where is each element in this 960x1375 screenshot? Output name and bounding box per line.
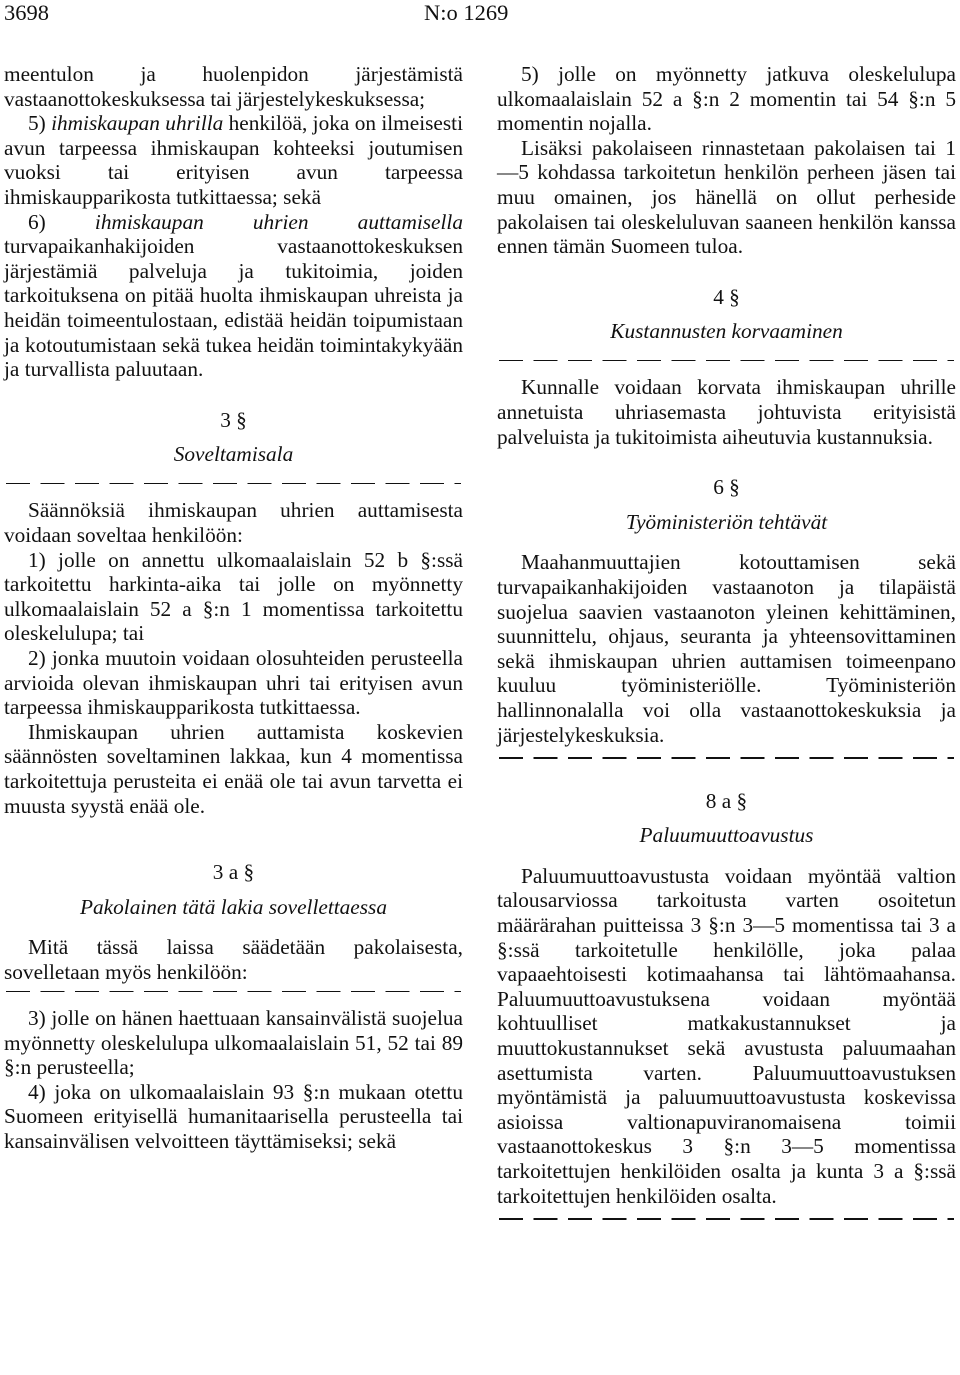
defined-term: ihmiskaupan uhrilla — [51, 111, 224, 136]
paragraph: Kunnalle voidaan korvata ihmiskaupan uhrille annetuista uhriasemasta johtuvista erityisistä palveluista ja tukitoimista aiheutuvia kustannuksia. — [497, 375, 956, 449]
section-title: Soveltamisala — [173, 442, 294, 467]
paragraph: 5) jolle on myönnetty jatkuva oleskelulupa ulkomaalaislain 52 a §:n 2 momentin tai 54 §:n 5 momentin nojalla. — [497, 62, 956, 136]
section-number: 6 § — [713, 475, 740, 500]
section-title: Työministeriön tehtävät — [625, 509, 828, 534]
section-number: 3 a § — [212, 860, 255, 885]
omission-line — [499, 1218, 954, 1220]
paragraph: 3) jolle on hänen haettuaan kansainvälistä suojelua myönnetty oleskelulupa ulkomaalaislain 51, 52 tai 89 §:n perusteella; — [4, 1006, 463, 1080]
paragraph: 1) jolle on annettu ulkomaalaislain 52 b §:ssä tarkoitettu harkinta-aika tai jolle on myönnetty ulkomaalaislain 52 a §:n 1 momentissa tarkoitettu oleskelulupa; tai — [4, 547, 463, 646]
omission-line — [6, 483, 461, 485]
paragraph: Lisäksi pakolaiseen rinnastetaan pakolaisen tai 1—5 kohdassa tarkoitetun henkilön perheen jäsen tai muu omainen, jos hänellä on ollut perheside pakolaisen tai oleskeluluvan saaneen henkilön kanssa ennen tämän Suomeen tuloa. — [497, 135, 956, 259]
right-column — [497, 62, 956, 1234]
paragraph: 4) joka on ulkomaalaislain 93 §:n mukaan otettu Suomeen erityisellä humanitaarisella perusteella tai kansainvälisen velvoitteen täyttämiseksi; sekä — [4, 1079, 463, 1153]
section-title: Pakolainen tätä lakia sovellettaessa — [80, 894, 387, 919]
paragraph: Säännöksiä ihmiskaupan uhrien auttamisesta voidaan soveltaa henkilöön: — [4, 498, 463, 547]
paragraph: Ihmiskaupan uhrien auttamista koskevien säännösten soveltaminen lakkaa, kun 4 momentissa tarkoitettuja perusteita ei enää ole tai avun tarvetta ei muusta syystä enää ole. — [4, 719, 463, 818]
omission-line — [6, 991, 461, 993]
left-column — [4, 62, 463, 1154]
paragraph: Maahanmuuttajien kotouttamisen sekä turvapaikanhakijoiden vastaanoton ja tilapäistä suojelua saavien vastaanoton yleinen kehittäminen, suunnittelu, ohjaus, seuranta ja yhteensovittaminen sekä ihmiskaupan uhrien auttamisen toimeenpano kuuluu työministeriölle. Työministeriön hallinnonalalla voi olla vastaanottokeskuksia ja järjestelykeskuksia. — [497, 550, 956, 747]
omission-line — [499, 360, 954, 362]
paragraph: Paluumuuttoavustusta voidaan myöntää valtion talousarviossa tarkoitusta varten osoitetun määrärahan puitteissa 3 §:n 3—5 momentissa tai 3 a §:ssä tarkoitetulle henkilölle, joka palaa vapaaehtoisesti kotimaahansa tai lähtömaahansa. Paluumuuttoavustuksena voidaan myöntää kohtuulliset matkakustannukset ja muuttokustannukset sekä avustusta paluumaahan asettumista varten. Paluumuuttoavustuksen myöntämistä ja paluumuuttoavustusta koskevissa asioissa valtionapuviranomaisena toimii vastaanottokeskus 3 §:n 3—5 momentissa tarkoitettujen henkilöiden osalta ja kunta 3 a §:ssä tarkoitettujen henkilöiden osalta. — [497, 863, 956, 1208]
section-number: 8 a § — [705, 788, 748, 813]
section-title: Kustannusten korvaaminen — [610, 319, 843, 344]
section-number: 4 § — [713, 284, 740, 309]
issue-number: N:o 1269 — [424, 0, 509, 25]
paragraph: Mitä tässä laissa säädetään pakolaisesta, sovelletaan myös henkilöön: — [4, 935, 463, 984]
paragraph: 5) ihmiskaupan uhrilla henkilöä, joka on ilmeisesti avun tarpeessa ihmiskaupan kohteeksi joutumisen vuoksi tai erityisen avun tarpeessa ihmiskaupparikosta tutkittaessa; sekä — [4, 111, 463, 209]
section-title: Paluumuuttoavustus — [639, 823, 814, 848]
paragraph: meentulon ja huolenpidon järjestämistä vastaanottokeskuksessa tai järjestelykeskuksessa; — [4, 62, 463, 111]
paragraph: 6) ihmiskaupan uhrien auttamisella turvapaikanhakijoiden vastaanottokeskuksen järjestämiä palveluja ja tukitoimia, joiden tarkoituksena on pitää huolta ihmiskaupan uhreista ja heidän toimeentulostaan, edistää heidän toipumistaan ja kotoutumistaan sekä tukea heidän toimintakykyään ja turvallista paluutaan. — [4, 209, 463, 382]
section-number: 3 § — [220, 407, 247, 432]
paragraph: 2) jonka muutoin voidaan olosuhteiden perusteella arvioida olevan ihmiskaupan uhri tai erityisen avun tarpeessa ihmiskaupparikosta tutkittaessa. — [4, 645, 463, 720]
defined-term: ihmiskaupan uhrien auttamisella — [94, 209, 463, 234]
page-number: 3698 — [4, 0, 49, 25]
omission-line — [499, 757, 954, 759]
